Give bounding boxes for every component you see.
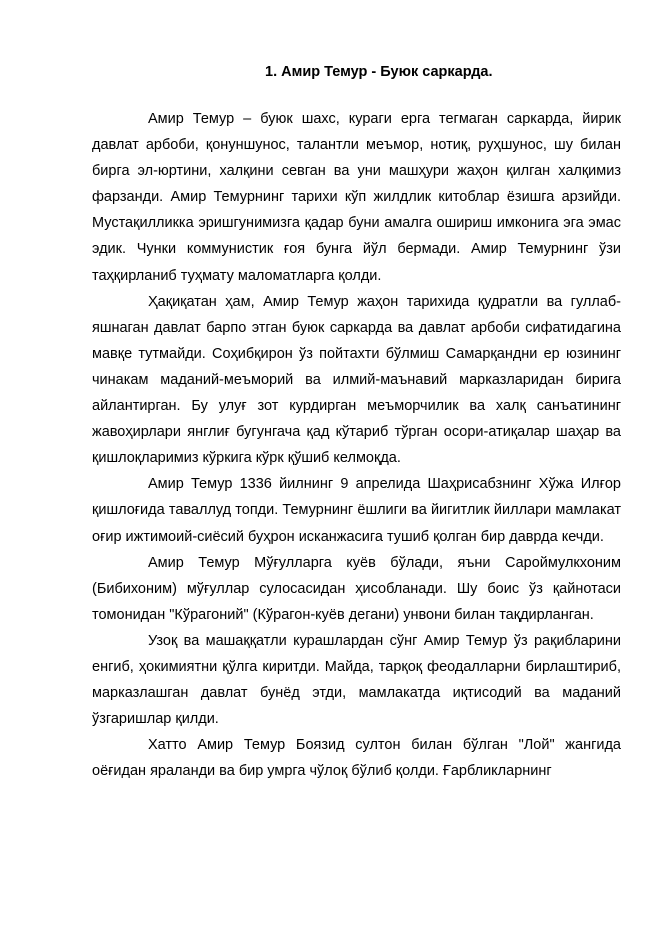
document-page <box>92 62 621 784</box>
paragraph-2: Ҳақиқатан ҳам, Амир Темур жаҳон тарихида қудратли ва гуллаб-яшнаган давлат барпо этган буюк саркарда ва давлат арбоби сифатидагина мавқе тутмайди. Соҳибқирон ўз пойтахти бўлмиш Самарқандни ер юзининг чинакам маданий-меъморий ва илмий-маънавий марказларидан бирига айлантирган. Бу улуғ зот курдирган меъморчилик ва халқ санъатининг жавоҳирлари янглиғ бугунгача қад кўтариб тўрган осори-атиқалар шаҳар ва қишлоқларимиз кўркига кўрк қўшиб келмоқда. <box>92 293 621 467</box>
paragraph-1: Амир Темур – буюк шахс, кураги ерга тегмаган саркарда, йирик давлат арбоби, қонуншунос, талантли меъмор, нотиқ, руҳшунос, шу билан бирга эл-юртини, халқини севган ва уни машҳури жаҳон қилган халқимиз фарзанди. Амир Темурнинг тарихи кўп жилдлик китоблар ёзишга арзийди. Мустақилликка эришгунимизга қадар буни амалга ошириш имконига эга эмас эдик. Чунки коммунистик ғоя бунга йўл бермади. Амир Темурнинг ўзи таҳқирланиб туҳмату маломатларга қолди. <box>92 111 621 284</box>
paragraph-5: Узоқ ва машаққатли курашлардан сўнг Амир Темур ўз рақибларини енгиб, ҳокимиятни қўлга киритди. Майда, тарқоқ феодалларни бирлаштириб, марказлашган давлат бунёд этди, мамлакатда иқтисодий ва маданий ўзгаришлар қилди. <box>92 632 621 728</box>
paragraph-3: Амир Темур 1336 йилнинг 9 апрелида Шаҳрисабзнинг Хўжа Илғор қишлоғида таваллуд топди. Темурнинг ёшлиги ва йигитлик йиллари мамлакат оғир ижтимоий-сиёсий буҳрон исканжасига тушиб қолган бир даврда кечди. <box>92 476 621 545</box>
document-title: 1. Амир Темур - Буюк саркарда. <box>265 64 493 80</box>
paragraph-4: Амир Темур Мўғулларга куёв бўлади, яъни Сароймулкхоним (Бибихоним) мўғуллар сулосасидан ҳисобланади. Шу боис ўз қайнотаси томонидан "Кўрагоний" (Кўрагон-куёв дегани) унвони билан тақдирланган. <box>92 554 621 623</box>
paragraph-6: Хатто Амир Темур Боязид султон билан бўлган "Лой" жангида оёғидан яраланди ва бир умрга чўлоқ бўлиб қолди. Ғарбликларнинг <box>92 737 621 780</box>
